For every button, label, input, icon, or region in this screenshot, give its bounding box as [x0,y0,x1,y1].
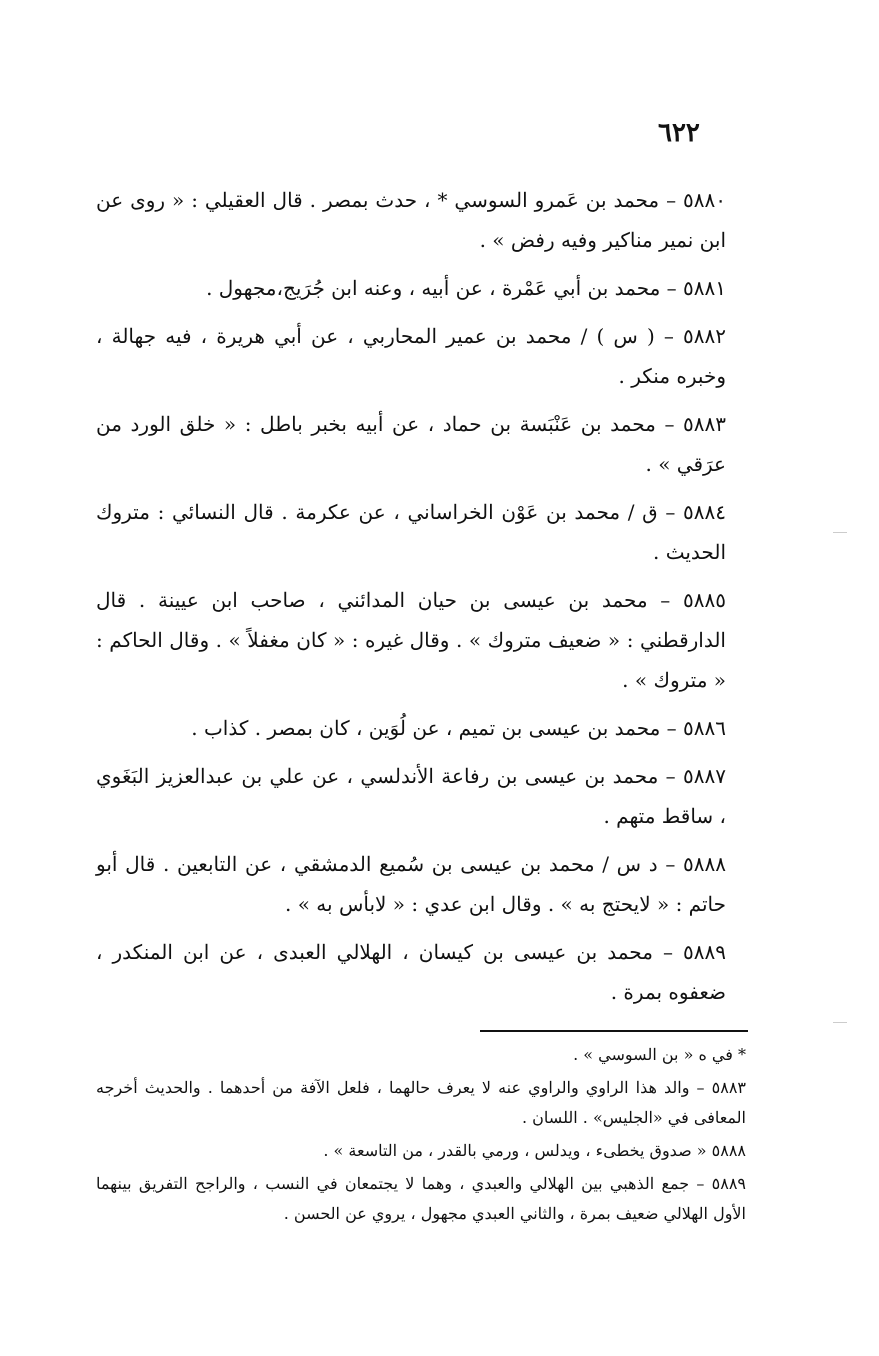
footnote-divider [480,1030,748,1032]
entry-5885: ٥٨٨٥ – محمد بن عيسى بن حيان المدائني ، صاحب ابن عيينة . قال الدارقطني : « ضعيف متروك » . وقال غيره : « كان مغفلاً » . وقال الحاكم : « متروك » . [96,588,727,692]
footnotes [96,1040,746,1232]
entry-5886: ٥٨٨٦ – محمد بن عيسى بن تميم ، عن لُوَين ، كان بمصر . كذاب . [191,716,726,740]
entry-5884: ٥٨٨٤ – ق / محمد بن عَوْن الخراساني ، عن عكرمة . قال النسائي : متروك الحديث . [96,500,726,564]
scan-edge-mark [833,1022,847,1023]
footnote-5889: ٥٨٨٩ – جمع الذهبي بين الهلالي والعبدي ، وهما لا يجتمعان في النسب ، والراجح التفريق بينهما الأول الهلالي ضعيف بمرة ، والثاني العبدي مجهول ، يروي عن الحسن . [96,1174,746,1223]
entry-5883: ٥٨٨٣ – محمد بن عَنْبَسة بن حماد ، عن أبيه بخبر باطل : « خلق الورد من عرَقي » . [96,412,726,476]
entry-5882: ٥٨٨٢ – ( س ) / محمد بن عمير المحاربي ، عن أبي هريرة ، فيه جهالة ، وخبره منكر . [96,324,726,388]
entry-5888: ٥٨٨٨ – د س / محمد بن عيسى بن سُميع الدمشقي ، عن التابعين . قال أبو حاتم : « لايحتج به » . وقال ابن عدي : « لابأس به » . [96,852,726,916]
page-number: ٦٢٢ [658,118,700,148]
entry-5889: ٥٨٨٩ – محمد بن عيسى بن كيسان ، الهلالي العبدى ، عن ابن المنكدر ، ضعفوه بمرة . [96,940,726,1004]
entry-5880: ٥٨٨٠ – محمد بن عَمرو السوسي * ، حدث بمصر . قال العقيلي : « روى عن ابن نمير مناكير وفيه رفض » . [96,188,726,252]
entry-5887: ٥٨٨٧ – محمد بن عيسى بن رفاعة الأندلسي ، عن علي بن عبدالعزيز البَغَوي ، ساقط متهم . [96,764,726,828]
footnote-5883: ٥٨٨٣ – والد هذا الراوي والراوي عنه لا يعرف حالهما ، فلعل الآفة من أحدهما . والحديث أخرجه المعافى في «الجليس» . اللسان . [96,1078,746,1127]
footnote-asterisk: * في ه « بن السوسي » . [573,1045,746,1064]
entries-list [96,180,726,1020]
scan-edge-mark [833,532,847,533]
entry-5881: ٥٨٨١ – محمد بن أبي عَمْرة ، عن أبيه ، وعنه ابن جُرَيج،مجهول . [206,276,726,300]
footnote-5888: ٥٨٨٨ « صدوق يخطىء ، ويدلس ، ورمي بالقدر ، من التاسعة » . [323,1141,746,1160]
